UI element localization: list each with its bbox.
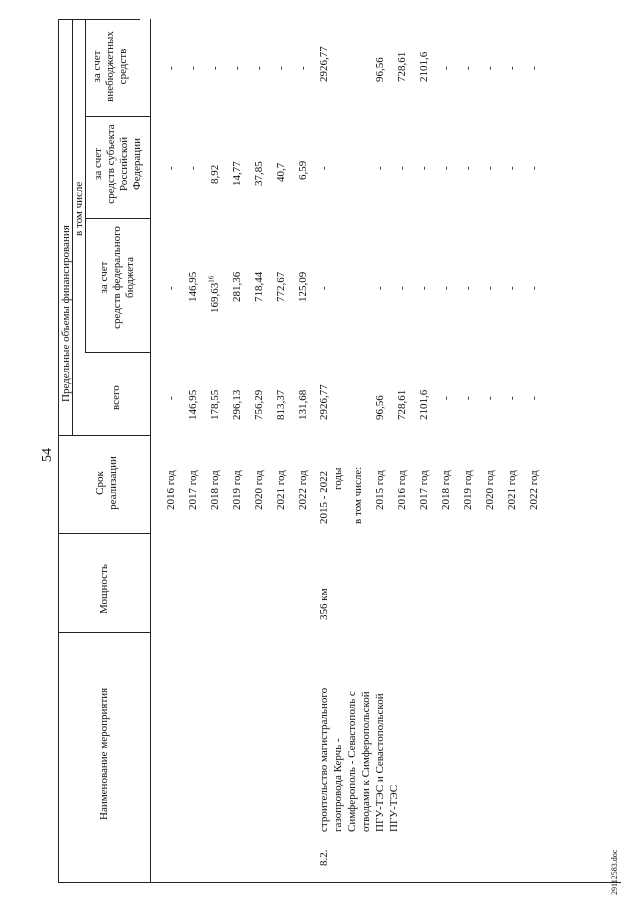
row-2018-regional: 8,92: [209, 164, 221, 184]
sub-2020-year: 2020 год: [484, 470, 496, 510]
item-capacity: 356 км: [318, 588, 330, 620]
item-extra: 2926,77: [318, 46, 330, 82]
item-name-line-3: Симферополь - Севастополь с: [346, 691, 358, 832]
sub-2015-extra: 96,56: [374, 57, 386, 82]
sub-2020-total: -: [484, 396, 496, 400]
header-line-term-total: [58, 435, 151, 436]
sub-2019-year: 2019 год: [462, 470, 474, 510]
footer-filename: 29112583.doc: [610, 849, 619, 895]
header-line-total-federal: [85, 352, 151, 353]
row-2021-year: 2021 год: [275, 470, 287, 510]
sub-2016-regional: -: [396, 166, 408, 170]
row-2016-total: -: [165, 396, 177, 400]
sub-2019-regional: -: [462, 166, 474, 170]
row-2016-regional: -: [165, 166, 177, 170]
sub-2022-year: 2022 год: [528, 470, 540, 510]
sub-2020-extra: -: [484, 66, 496, 70]
footnote-16: 16: [207, 275, 216, 283]
row-2016-extra: -: [165, 66, 177, 70]
item-incl-label: в том числе:: [352, 466, 364, 524]
item-federal: -: [318, 286, 330, 290]
item-name-line-5: ПГУ-ТЭС и Севастопольской: [374, 693, 386, 832]
row-2017-regional: -: [187, 166, 199, 170]
row-2019-total: 296,13: [231, 389, 243, 420]
sub-2022-federal: -: [528, 286, 540, 290]
sub-2015-federal: -: [374, 286, 386, 290]
header-federal: за счет средств федерального бюджета: [98, 226, 136, 329]
sub-2016-federal: -: [396, 286, 408, 290]
row-2019-year: 2019 год: [231, 470, 243, 510]
sub-2018-regional: -: [440, 166, 452, 170]
sub-2018-total: -: [440, 396, 452, 400]
row-2019-federal: 281,36: [231, 271, 243, 302]
sub-2019-total: -: [462, 396, 474, 400]
row-2021-regional: 40,7: [275, 162, 287, 182]
header-incl: в том числе: [73, 181, 85, 236]
row-2022-federal: 125,09: [297, 271, 309, 302]
row-2022-extra: -: [297, 66, 309, 70]
sub-2019-federal: -: [462, 286, 474, 290]
row-2018-federal: [209, 276, 222, 313]
row-2016-year: 2016 год: [165, 470, 177, 510]
header-line-capacity-term: [58, 533, 151, 534]
header-line-federal-regional: [85, 218, 151, 219]
sub-2020-federal: -: [484, 286, 496, 290]
header-term: Срок реализации: [94, 456, 119, 510]
header-capacity: Мощность: [98, 564, 110, 614]
sub-2017-extra: 2101,6: [418, 51, 430, 82]
sub-2018-federal: -: [440, 286, 452, 290]
header-name: Наименование мероприятия: [98, 687, 110, 820]
row-2020-extra: -: [253, 66, 265, 70]
item-total: 2926,77: [318, 384, 330, 420]
header-total: всего: [110, 385, 122, 410]
sub-2017-regional: -: [418, 166, 430, 170]
table-bottom-border: [58, 882, 621, 883]
header-limits: Предельные объемы финансирования: [60, 225, 72, 402]
sub-2015-year: 2015 год: [374, 470, 386, 510]
row-2020-regional: 37,85: [253, 161, 265, 186]
row-2022-total: 131,68: [297, 389, 309, 420]
row-2018-total: 178,55: [209, 389, 221, 420]
row-2021-total: 813,37: [275, 389, 287, 420]
row-2019-extra: -: [231, 66, 243, 70]
item-name-line-1: строительство магистрального: [318, 687, 330, 832]
item-name-line-2: газопровода Керчь -: [332, 738, 344, 832]
sub-2022-regional: -: [528, 166, 540, 170]
row-2022-year: 2022 год: [297, 470, 309, 510]
item-name-line-4: отводами к Симферопольской: [360, 691, 372, 832]
row-2018-federal-value: 169,63: [209, 282, 221, 313]
row-2017-total: 146,95: [187, 389, 199, 420]
sub-2021-extra: -: [506, 66, 518, 70]
row-2020-federal: 718,44: [253, 271, 265, 302]
sub-2021-year: 2021 год: [506, 470, 518, 510]
sub-2016-total: 728,61: [396, 389, 408, 420]
item-name-line-6: ПГУ-ТЭС: [388, 784, 400, 832]
row-2017-year: 2017 год: [187, 470, 199, 510]
sub-2020-regional: -: [484, 166, 496, 170]
row-2017-extra: -: [187, 66, 199, 70]
row-2017-federal: 146,95: [187, 271, 199, 302]
sub-2021-regional: -: [506, 166, 518, 170]
row-2022-regional: 6,59: [297, 160, 309, 180]
item-regional: -: [318, 166, 330, 170]
sub-2019-extra: -: [462, 66, 474, 70]
header-line-name-capacity: [58, 632, 151, 633]
page-number: 54: [40, 448, 55, 462]
sub-2018-extra: -: [440, 66, 452, 70]
item-term-line-1: 2015 - 2022: [318, 470, 330, 524]
row-2021-extra: -: [275, 66, 287, 70]
sub-2017-federal: -: [418, 286, 430, 290]
row-2020-year: 2020 год: [253, 470, 265, 510]
row-2016-federal: -: [165, 286, 177, 290]
sub-2018-year: 2018 год: [440, 470, 452, 510]
sub-2015-total: 96,56: [374, 395, 386, 420]
sub-2015-regional: -: [374, 166, 386, 170]
sub-2017-total: 2101,6: [418, 389, 430, 420]
row-2019-regional: 14,77: [231, 161, 243, 186]
header-regional: за счет средств субъекта Российской Федерации: [92, 124, 143, 204]
sub-2021-federal: -: [506, 286, 518, 290]
sub-2016-extra: 728,61: [396, 51, 408, 82]
row-2018-extra: -: [209, 66, 221, 70]
item-term-line-2: годы: [332, 467, 344, 490]
item-number: 8.2.: [318, 849, 330, 866]
row-2021-federal: 772,67: [275, 271, 287, 302]
row-2018-year: 2018 год: [209, 470, 221, 510]
table-left-border: [58, 19, 59, 883]
header-extra: за счет внебюджетных средств: [91, 31, 129, 102]
header-body-divider: [150, 19, 151, 883]
sub-2022-extra: -: [528, 66, 540, 70]
sub-2021-total: -: [506, 396, 518, 400]
sub-2022-total: -: [528, 396, 540, 400]
row-2020-total: 756,29: [253, 389, 265, 420]
sub-2017-year: 2017 год: [418, 470, 430, 510]
sub-2016-year: 2016 год: [396, 470, 408, 510]
